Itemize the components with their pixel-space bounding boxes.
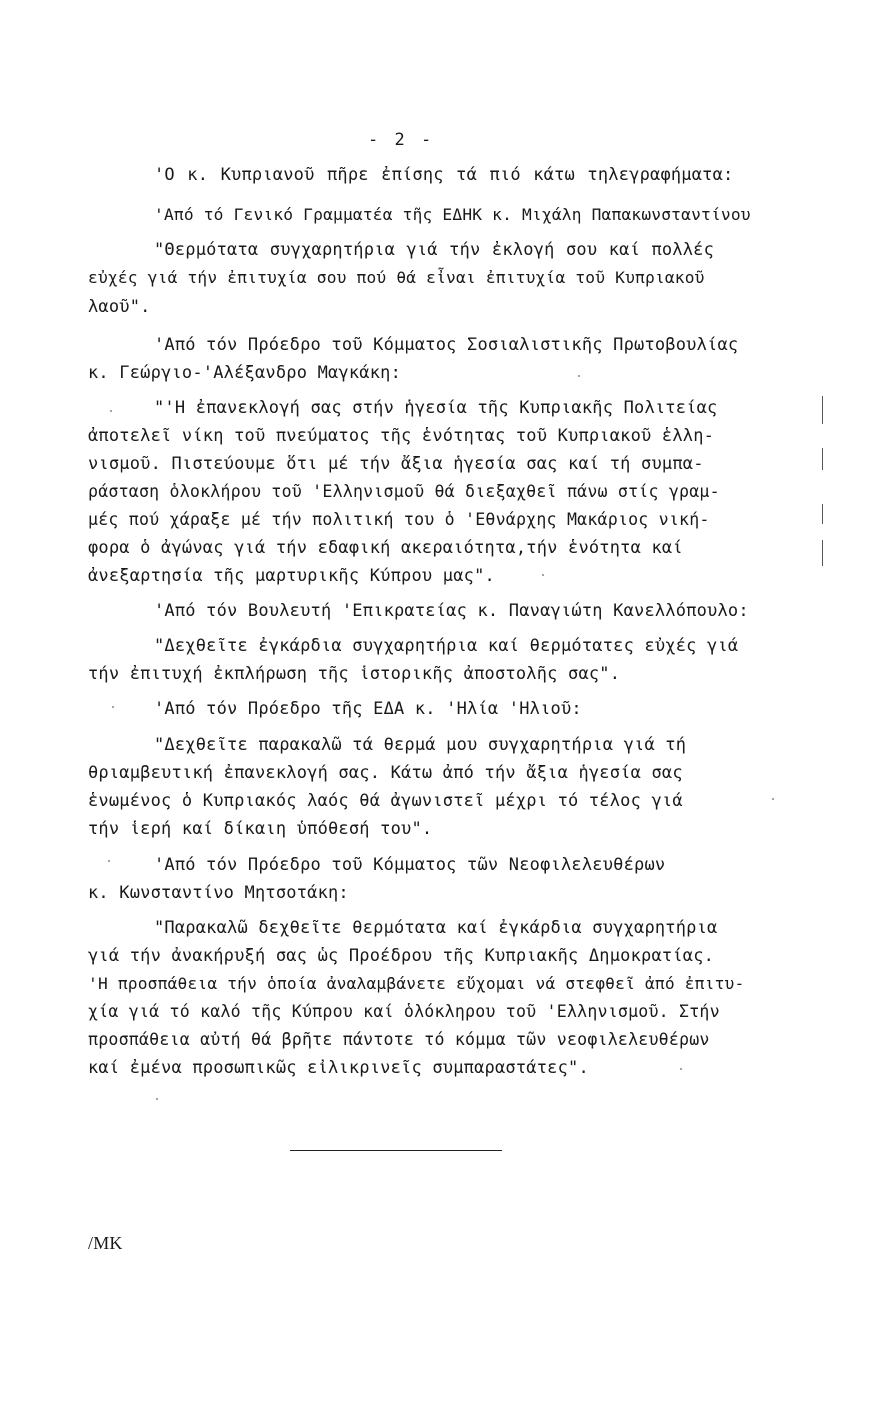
message-line: μές πού χάραξε μέ τήν πολιτική του ὁ 'Εθνάρχης Μακάριος νική- [88,510,710,529]
scan-speck [772,798,774,800]
sender-line: 'Από τόν Πρόεδρο τῆς ΕΔΑ κ. 'Ηλία 'Ηλιοῦ: [154,699,582,719]
message-line: "Θερμότατα συγχαρητήρια γιά τήν ἐκλογή σου καί πολλές [154,240,715,260]
sender-line: 'Από τόν Βουλευτή 'Επικρατείας κ. Παναγιώτη Κανελλόπουλο: [154,601,749,621]
scan-speck [108,860,110,862]
message-line: λαοῦ". [88,297,151,317]
sender-line: κ. Κωνσταντίνο Μητσοτάκη: [88,883,349,903]
message-line: εὐχές γιά τήν ἐπιτυχία σου πού θά εἶναι ἐπιτυχία τοῦ Κυπριακοῦ [88,268,705,287]
message-line: προσπάθεια αὐτή θά βρῆτε πάντοτε τό κόμμα τῶν νεοφιλελευθέρων [88,1030,710,1049]
message-line: ράσταση ὁλοκλήρου τοῦ 'Ελληνισμοῦ θά διεξαχθεῖ πάνω στίς γραμ- [88,482,720,501]
message-line: καί ἐμένα προσωπικῶς εἰλικρινεῖς συμπαραστάτες". [88,1058,589,1078]
sender-line: κ. Γεώργιο-'Αλέξανδρο Μαγκάκη: [88,363,402,383]
message-line: "Δεχθεῖτε ἐγκάρδια συγχαρητήρια καί θερμότατες εὐχές γιά [154,636,739,656]
intro-line: 'Ο κ. Κυπριανοῦ πῆρε ἐπίσης τά πιό κάτω τηλεγραφήματα: [154,165,734,185]
message-line: "Δεχθεῖτε παρακαλῶ τά θερμά μου συγχαρητήρια γιά τή [154,735,687,755]
message-line: 'Η προσπάθεια τήν ὁποία ἀναλαμβάνετε εὔχομαι νά στεφθεῖ ἀπό ἐπιτυ- [88,974,745,993]
separator-rule [290,1150,502,1151]
message-line: θριαμβευτική ἐπανεκλογή σας. Κάτω ἀπό τήν ἄξια ἡγεσία σας [88,763,683,783]
scan-speck [578,375,580,377]
margin-mark [822,396,823,424]
message-line: τήν ἐπιτυχή ἐκπλήρωση τῆς ἱστορικῆς ἀποστολῆς σας". [88,664,621,684]
message-line: γιά τήν ἀνακήρυξή σας ὡς Προέδρου τῆς Κυπριακῆς Δημοκρατίας. [88,946,715,966]
message-line: φορα ὁ ἀγώνας γιά τήν εδαφική ακεραιότητα,τήν ἑνότητα καί [88,538,683,558]
message-line: τήν ἱερή καί δίκαιη ὑπόθεσή του". [88,819,433,839]
margin-mark [822,504,823,524]
message-line: ἑνωμένος ὁ Κυπριακός λαός θά ἀγωνιστεῖ μέχρι τό τέλος γιά [88,791,683,811]
margin-mark [822,448,823,470]
margin-mark [822,540,823,566]
typist-initials: /ΜΚ [88,1233,123,1253]
sender-line: 'Από τόν Πρόεδρο τοῦ Κόμματος τῶν Νεοφιλελευθέρων [154,855,666,875]
message-line: ἀποτελεῖ νίκη τοῦ πνεύματος τῆς ἑνότητας τοῦ Κυπριακοῦ ἑλλη- [88,426,715,446]
scan-speck [680,1068,682,1070]
scan-speck [110,410,112,412]
sender-line: 'Από τόν Πρόεδρο τοῦ Κόμματος Σοσιαλιστικῆς Πρωτοβουλίας [154,335,739,355]
page-number: - 2 - [368,130,435,150]
message-line: χία γιά τό καλό τῆς Κύπρου καί ὁλόκληρου τοῦ 'Ελληνισμοῦ. Στήν [88,1002,720,1021]
scan-speck [156,1098,158,1100]
sender-line: 'Από τό Γενικό Γραμματέα τῆς ΕΔΗΚ κ. Μιχάλη Παπακωνσταντίνου [154,205,751,224]
message-line: "Παρακαλῶ δεχθεῖτε θερμότατα καί ἐγκάρδια συγχαρητήρια [154,918,718,938]
scan-speck [112,706,114,708]
message-line: ἀνεξαρτησία τῆς μαρτυρικῆς Κύπρου μας". [88,566,495,586]
scan-speck [542,574,544,576]
message-line: νισμοῦ. Πιστεύουμε ὅτι μέ τήν ἄξια ἡγεσία σας καί τή συμπα- [88,454,704,474]
message-line: "'Η ἐπανεκλογή σας στήν ἡγεσία τῆς Κυπριακῆς Πολιτείας [154,398,718,418]
